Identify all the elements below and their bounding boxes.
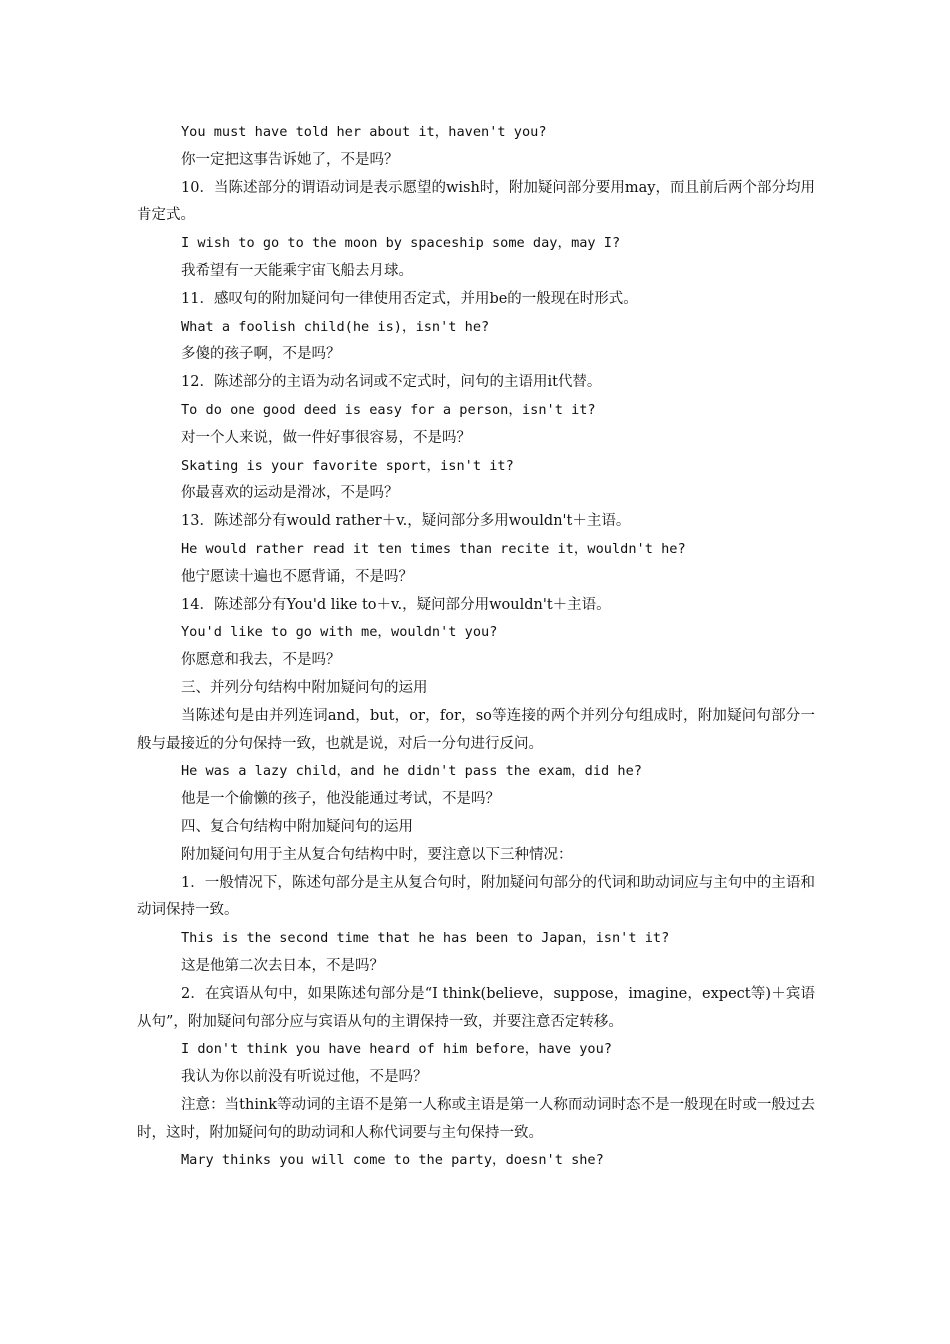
example-sentence-en: What a foolish child(he is)，isn't he? [181,318,490,335]
example-translation-zh: 你一定把这事告诉她了，不是吗？ [181,151,399,168]
example-translation-zh: 这是他第二次去日本，不是吗？ [181,957,384,974]
example-translation-zh: 对一个人来说，做一件好事很容易，不是吗？ [181,429,471,446]
rule-4-1: 1．一般情况下，陈述句部分是主从复合句时，附加疑问句部分的代词和助动词应与主句中的主语和动词保持一致。 [137,874,815,919]
example-translation-zh: 你愿意和我去，不是吗？ [181,652,341,669]
example-sentence-en: He would rather read it ten times than recite it，wouldn't he? [181,540,686,557]
example-translation-zh: 我希望有一天能乘宇宙飞船去月球。 [181,262,413,279]
example-translation-zh: 他是一个偷懒的孩子，他没能通过考试，不是吗？ [181,791,500,808]
example-sentence-en: This is the second time that he has been to Japan，isn't it? [181,930,670,947]
example-sentence-en: He was a lazy child，and he didn't pass the exam，did he? [181,763,642,780]
example-translation-zh: 多傻的孩子啊，不是吗？ [181,346,341,363]
example-sentence-en: I wish to go to the moon by spaceship some day，may I? [181,235,621,252]
rule-14: 14．陈述部分有You'd like to＋v.，疑问部分用wouldn't＋主语。 [181,596,611,613]
example-sentence-en: You must have told her about it，haven't you? [181,124,547,140]
rule-4-2: 2．在宾语从句中，如果陈述句部分是“I think(believe，suppose，imagine，expect等)＋宾语从句”，附加疑问句部分应与宾语从句的主谓保持一致，并要注意否定转移。 [137,985,815,1030]
example-sentence-en: To do one good deed is easy for a person，isn't it? [181,401,596,418]
example-translation-zh: 他宁愿读十遍也不愿背诵，不是吗？ [181,568,413,585]
example-sentence-en: Skating is your favorite sport，isn't it? [181,457,514,474]
rule-10: 10．当陈述部分的谓语动词是表示愿望的wish时，附加疑问部分要用may，而且前后两个部分均用肯定式。 [137,179,815,224]
section-heading-3: 三、并列分句结构中附加疑问句的运用 [181,679,428,696]
section-heading-4: 四、复合句结构中附加疑问句的运用 [181,818,413,835]
example-translation-zh: 我认为你以前没有听说过他，不是吗？ [181,1069,428,1086]
example-sentence-en: Mary thinks you will come to the party，doesn't she? [181,1152,604,1169]
rule-13: 13．陈述部分有would rather＋v.，疑问部分多用wouldn't＋主语。 [181,513,631,530]
section-3-paragraph: 当陈述句是由并列连词and，but，or，for，so等连接的两个并列分句组成时，附加疑问句部分一般与最接近的分句保持一致，也就是说，对后一分句进行反问。 [137,707,815,752]
section-4-intro: 附加疑问句用于主从复合句结构中时，要注意以下三种情况： [181,846,573,863]
document-body [137,119,815,1175]
example-sentence-en: I don't think you have heard of him before，have you? [181,1041,612,1058]
note-paragraph: 注意：当think等动词的主语不是第一人称或主语是第一人称而动词时态不是一般现在时或一般过去时，这时，附加疑问句的助动词和人称代词要与主句保持一致。 [137,1096,815,1141]
example-sentence-en: You'd like to go with me，wouldn't you? [181,624,498,641]
example-translation-zh: 你最喜欢的运动是滑冰，不是吗？ [181,485,399,502]
rule-11: 11．感叹句的附加疑问句一律使用否定式，并用be的一般现在时形式。 [181,290,638,307]
rule-12: 12．陈述部分的主语为动名词或不定式时，问句的主语用it代替。 [181,374,602,391]
